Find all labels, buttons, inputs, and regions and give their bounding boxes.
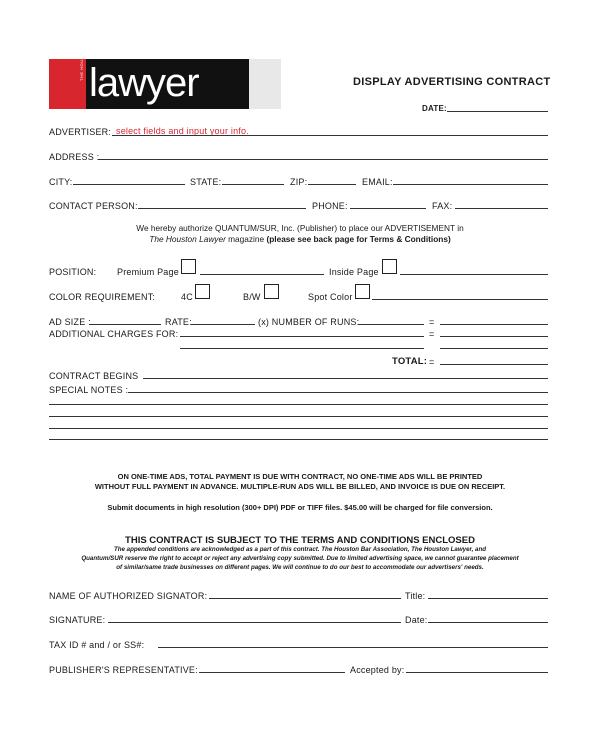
signature-label: SIGNATURE: bbox=[49, 615, 106, 625]
contact-field[interactable] bbox=[138, 208, 306, 209]
inside-checkbox[interactable] bbox=[382, 259, 397, 274]
accepted-label: Accepted by: bbox=[350, 665, 405, 675]
special-notes-line-4[interactable] bbox=[49, 428, 548, 429]
signator-label: NAME OF AUTHORIZED SIGNATOR: bbox=[49, 591, 208, 601]
terms-line2: Quantum/SUR reserve the right to accept or reject any advertising copy submitted. Due to limited advertising space, we cannot guarantee placement bbox=[81, 555, 519, 562]
contract-begins-field[interactable] bbox=[143, 378, 548, 379]
accepted-field[interactable] bbox=[406, 672, 548, 673]
additional-total-field[interactable] bbox=[440, 336, 548, 337]
terms-heading: THIS CONTRACT IS SUBJECT TO THE TERMS AND CONDITIONS ENCLOSED bbox=[125, 535, 475, 546]
logo-tagline: THE HOUSTON bbox=[79, 46, 84, 81]
additional-total-field-2[interactable] bbox=[440, 348, 548, 349]
runs-label: (x) NUMBER OF RUNS: bbox=[258, 317, 360, 327]
magazine-name: The Houston Lawyer bbox=[149, 234, 226, 244]
fourc-checkbox[interactable] bbox=[195, 284, 210, 299]
fourc-label: 4C bbox=[181, 292, 193, 302]
fax-field[interactable] bbox=[455, 208, 548, 209]
spot-checkbox[interactable] bbox=[355, 284, 370, 299]
fax-label: FAX: bbox=[432, 201, 453, 211]
spot-label: Spot Color bbox=[308, 292, 353, 302]
state-label: STATE: bbox=[190, 177, 222, 187]
zip-field[interactable] bbox=[308, 184, 356, 185]
zip-label: ZIP: bbox=[290, 177, 308, 187]
date2-label: Date: bbox=[405, 615, 428, 625]
runs-total-field[interactable] bbox=[440, 324, 548, 325]
city-label: CITY: bbox=[49, 177, 73, 187]
page-title: DISPLAY ADVERTISING CONTRACT bbox=[353, 76, 551, 88]
taxid-label: TAX ID # and / or SS#: bbox=[49, 640, 145, 650]
premium-field[interactable] bbox=[200, 274, 324, 275]
rate-label: RATE: bbox=[165, 317, 192, 327]
special-notes-label: SPECIAL NOTES : bbox=[49, 385, 129, 395]
date2-field[interactable] bbox=[428, 622, 548, 623]
logo-word: lawyer bbox=[89, 61, 199, 105]
advertiser-label: ADVERTISER: bbox=[49, 127, 112, 137]
authorize-line2 bbox=[0, 234, 600, 244]
notice-line2: WITHOUT FULL PAYMENT IN ADVANCE. MULTIPLE-RUN ADS WILL BE BILLED, AND INVOICE IS DUE ON RECEIPT. bbox=[94, 482, 506, 491]
total-equals: = bbox=[429, 357, 435, 367]
additional-label: ADDITIONAL CHARGES FOR: bbox=[49, 329, 179, 339]
spot-field[interactable] bbox=[372, 299, 548, 300]
terms-ref: (please see back page for Terms & Conditions) bbox=[266, 234, 451, 244]
notice-line3: Submit documents in high resolution (300+ DPI) PDF or TIFF files. $45.00 will be charged for file conversion. bbox=[107, 503, 493, 512]
premium-checkbox[interactable] bbox=[181, 259, 196, 274]
special-notes-line-2[interactable] bbox=[49, 404, 548, 405]
bw-label: B/W bbox=[243, 292, 261, 302]
city-field[interactable] bbox=[73, 184, 185, 185]
publisher-rep-field[interactable] bbox=[199, 672, 345, 673]
state-field[interactable] bbox=[222, 184, 284, 185]
date-label: DATE: bbox=[422, 104, 447, 113]
additional-field-2[interactable] bbox=[180, 348, 424, 349]
signature-field[interactable] bbox=[108, 622, 401, 623]
adsize-field[interactable] bbox=[89, 324, 161, 325]
authorize-line1: We hereby authorize QUANTUM/SUR, Inc. (Publisher) to place our ADVERTISEMENT in bbox=[136, 223, 464, 233]
terms-line1: The appended conditions are acknowledged as a part of this contract. The Houston Bar Association, The Houston Lawyer, and bbox=[113, 546, 487, 553]
date-field[interactable] bbox=[447, 111, 548, 112]
premium-label: Premium Page bbox=[117, 267, 179, 277]
special-notes-field[interactable] bbox=[128, 392, 548, 393]
title-label: Title: bbox=[405, 591, 426, 601]
terms-line3: of similar/same trade businesses on different pages. We will continue to do our best to accommodate our advertisers' needs. bbox=[116, 564, 484, 571]
email-field[interactable] bbox=[393, 184, 548, 185]
bw-checkbox[interactable] bbox=[264, 284, 279, 299]
signator-field[interactable] bbox=[209, 598, 401, 599]
magazine-word: magazine bbox=[225, 234, 267, 244]
address-field[interactable] bbox=[98, 159, 548, 160]
runs-field[interactable] bbox=[358, 324, 424, 325]
additional-equals: = bbox=[429, 329, 435, 339]
adsize-label: AD SIZE : bbox=[49, 317, 91, 327]
special-notes-line-5[interactable] bbox=[49, 439, 548, 440]
color-req-label: COLOR REQUIREMENT: bbox=[49, 292, 156, 302]
notice-line1: ON ONE-TIME ADS, TOTAL PAYMENT IS DUE WITH CONTRACT, NO ONE-TIME ADS WILL BE PRINTED bbox=[117, 472, 483, 481]
phone-label: PHONE: bbox=[312, 201, 348, 211]
runs-equals: = bbox=[429, 317, 435, 327]
rate-field[interactable] bbox=[191, 324, 255, 325]
position-label: POSITION: bbox=[49, 267, 97, 277]
advertiser-field[interactable] bbox=[112, 135, 548, 136]
logo bbox=[49, 46, 281, 109]
email-label: EMAIL: bbox=[362, 177, 393, 187]
publisher-rep-label: PUBLISHER'S REPRESENTATIVE: bbox=[49, 665, 198, 675]
address-label: ADDRESS : bbox=[49, 152, 100, 162]
title-field[interactable] bbox=[428, 598, 548, 599]
inside-label: Inside Page bbox=[329, 267, 379, 277]
total-label: TOTAL: bbox=[392, 356, 428, 367]
taxid-field[interactable] bbox=[158, 647, 548, 648]
special-notes-line-3[interactable] bbox=[49, 416, 548, 417]
phone-field[interactable] bbox=[350, 208, 426, 209]
advertiser-value: select fields and input your info. bbox=[116, 126, 249, 136]
inside-field[interactable] bbox=[400, 274, 548, 275]
contact-label: CONTACT PERSON: bbox=[49, 201, 138, 211]
contract-begins-label: CONTRACT BEGINS bbox=[49, 371, 139, 381]
total-field[interactable] bbox=[440, 364, 548, 365]
additional-field[interactable] bbox=[180, 336, 424, 337]
